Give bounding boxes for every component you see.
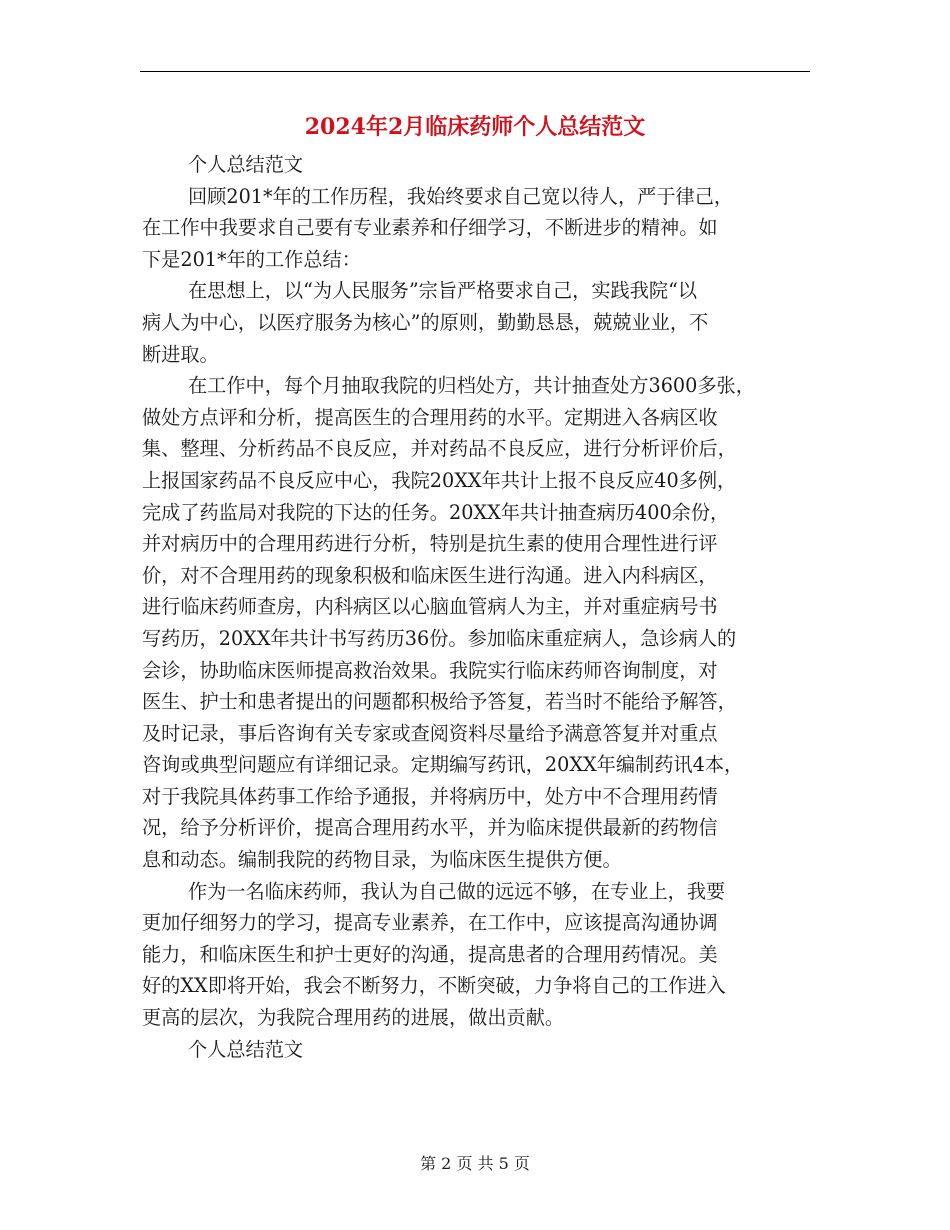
paragraph-line: 写药历，20XX年共计书写药历36份。参加临床重症病人，急诊病人的 xyxy=(142,626,737,650)
paragraph-line: 好的XX即将开始，我会不断努力，不断突破，力争将自己的工作进入 xyxy=(142,974,726,998)
paragraph-line: 会诊，协助临床医师提高救治效果。我院实行临床药师咨询制度，对 xyxy=(142,658,718,682)
paragraph-start-line: 个人总结范文 xyxy=(188,153,304,176)
paragraph-line: 况，给予分析评价，提高合理用药水平，并为临床提供最新的药物信 xyxy=(142,816,718,840)
paragraph-start-line: 作为一名临床药师，我认为自己做的远远不够，在专业上，我要 xyxy=(188,879,726,903)
paragraph-start-line: 在思想上，以“为人民服务”宗旨严格要求自己，实践我院“以 xyxy=(188,279,698,303)
paragraph-line: 下是201*年的工作总结： xyxy=(142,247,361,271)
paragraph-line: 进行临床药师查房，内科病区以心脑血管病人为主，并对重症病号书 xyxy=(142,595,718,619)
paragraph-line: 病人为中心，以医疗服务为核心”的原则，勤勤恳恳，兢兢业业，不 xyxy=(142,310,709,334)
paragraph-line: 及时记录，事后咨询有关专家或查阅资料尽量给予满意答复并对重点 xyxy=(142,721,718,745)
header-rule xyxy=(140,71,810,72)
paragraph-line: 在工作中我要求自己要有专业素养和仔细学习，不断进步的精神。如 xyxy=(142,216,718,240)
paragraph-line: 息和动态。编制我院的药物目录，为临床医生提供方便。 xyxy=(142,848,622,872)
paragraph-line: 做处方点评和分析，提高医生的合理用药的水平。定期进入各病区收 xyxy=(142,405,718,429)
paragraph-line: 更加仔细努力的学习，提高专业素养，在工作中，应该提高沟通协调 xyxy=(142,911,718,935)
paragraph-line: 医生、护士和患者提出的问题都积极给予答复，若当时不能给予解答， xyxy=(142,690,737,714)
page-footer: 第 2 页 共 5 页 xyxy=(420,1154,530,1173)
paragraph-line: 断进取。 xyxy=(142,342,219,366)
document-title: 2024年2月临床药师个人总结范文 xyxy=(304,114,646,140)
paragraph-line: 能力，和临床医生和护士更好的沟通，提高患者的合理用药情况。美 xyxy=(142,942,718,966)
paragraph-line: 对于我院具体药事工作给予通报，并将病历中，处方中不合理用药情 xyxy=(142,784,718,808)
paragraph-start-line: 个人总结范文 xyxy=(188,1037,304,1061)
paragraph-start-line: 回顾201*年的工作历程，我始终要求自己宽以待人，严于律己， xyxy=(188,184,734,208)
paragraph-line: 咨询或典型问题应有详细记录。定期编写药讯，20XX年编制药讯4本， xyxy=(142,753,744,777)
document-body xyxy=(142,149,810,1065)
paragraph-line: 集、整理、分析药品不良反应，并对药品不良反应，进行分析评价后， xyxy=(142,437,737,461)
paragraph-line: 更高的层次，为我院合理用药的进展，做出贡献。 xyxy=(142,1006,565,1030)
paragraph-line: 上报国家药品不良反应中心，我院20XX年共计上报不良反应40多例， xyxy=(142,468,737,492)
paragraph-line: 并对病历中的合理用药进行分析，特别是抗生素的使用合理性进行评 xyxy=(142,532,718,556)
paragraph-line: 价，对不合理用药的现象积极和临床医生进行沟通。进入内科病区， xyxy=(142,563,718,587)
paragraph-line: 完成了药监局对我院的下达的任务。20XX年共计抽查病历400余份， xyxy=(142,500,730,524)
paragraph-start-line: 在工作中，每个月抽取我院的归档处方，共计抽查处方3600多张， xyxy=(188,374,755,398)
